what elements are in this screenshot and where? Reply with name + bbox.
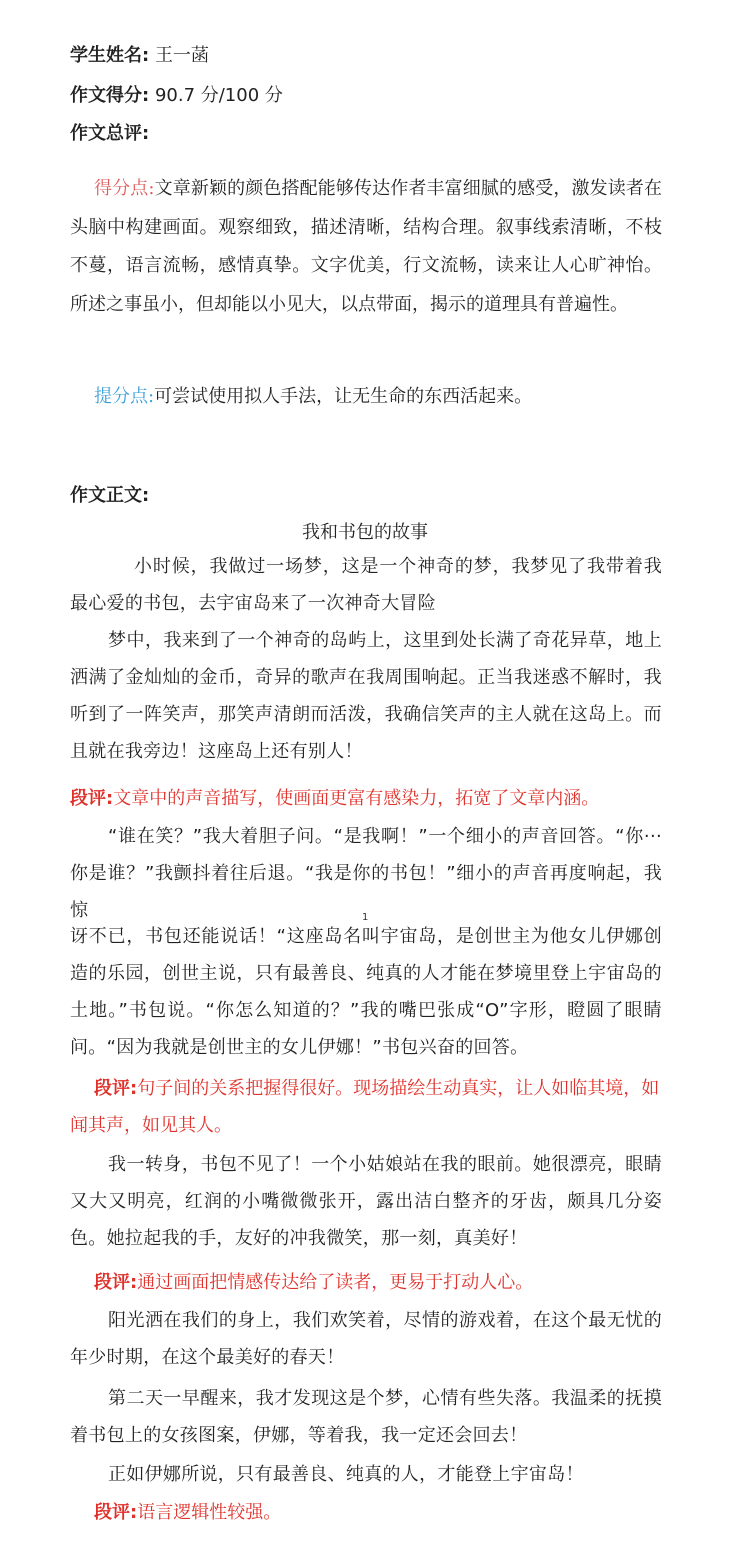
comment-text: 通过画面把情感传达给了读者，更易于打动人心。: [137, 1272, 534, 1293]
comment-label: 段评:: [94, 1078, 138, 1099]
essay-paragraph: 正如伊娜所说，只有最善良、纯真的人，才能登上宇宙岛！: [108, 1464, 584, 1485]
essay-title: 我和书包的故事: [302, 522, 428, 543]
paragraph-comment: [70, 780, 670, 817]
comment-label: 段评:: [94, 1502, 138, 1523]
comment-text: 句子间的关系把握得很好。现场描绘生动真实，让人如临其境，如闻其声，如见其人。: [70, 1078, 660, 1136]
comment-label: 段评:: [94, 1272, 138, 1293]
review-good-tag: 得分点:: [94, 178, 155, 199]
essay-paragraph: 阳光洒在我们的身上，我们欢笑着，尽情的游戏着，在这个最无忧的年少时期，在这个最美好的春天！: [70, 1310, 662, 1368]
comment-text: 语言逻辑性较强。: [137, 1502, 282, 1523]
score-value: 90.7 分/100 分: [154, 85, 283, 106]
essay-paragraph: “谁在笑？”我大着胆子问。“是我啊！”一个细小的声音回答。“你···你是谁？”我颤抖着往后退。“我是你的书包！”细小的声音再度响起，我惊: [70, 826, 662, 921]
essay-paragraph: 小时候，我做过一场梦，这是一个神奇的梦，我梦见了我带着我最心爱的书包，去宇宙岛来了一次神奇大冒险: [70, 556, 662, 614]
page-number: 1: [362, 912, 369, 923]
review-good-text: 文章新颖的颜色搭配能够传达作者丰富细腻的感受，激发读者在头脑中构建画面。观察细致，描述清晰，结构合理。叙事线索清晰，不枝不蔓，语言流畅，感情真挚。文字优美，行文流畅，读来让人心旷神怡。所述之事虽小，但却能以小见大，以点带面，揭示的道理具有普遍性。: [70, 178, 662, 315]
paragraph-comment: [70, 1070, 662, 1144]
student-name-label: 学生姓名:: [70, 45, 150, 66]
essay-paragraph: 讶不已，书包还能说话！“这座岛名叫宇宙岛，是创世主为他女儿伊娜创造的乐园，创世主说，只有最善良、纯真的人才能在梦境里登上宇宙岛的土地。”书包说。“你怎么知道的？”我的嘴巴张成“O”字形，瞪圆了眼睛问。“因为我就是创世主的女儿伊娜！”书包兴奋的回答。: [70, 926, 662, 1058]
overall-label: 作文总评:: [70, 123, 150, 144]
student-name-line: [70, 44, 209, 68]
essay-paragraph: 我一转身，书包不见了！一个小姑娘站在我的眼前。她很漂亮，眼睛又大又明亮，红润的小嘴微微张开，露出洁白整齐的牙齿，颇具几分姿色。她拉起我的手，友好的冲我微笑，那一刻，真美好！: [70, 1154, 662, 1249]
review-improve-tag: 提分点:: [94, 386, 155, 407]
essay-paragraph: 梦中，我来到了一个神奇的岛屿上，这里到处长满了奇花异草，地上洒满了金灿灿的金币，奇异的歌声在我周围响起。正当我迷惑不解时，我听到了一阵笑声，那笑声清朗而活泼，我确信笑声的主人就在这岛上。而且就在我旁边！这座岛上还有别人！: [70, 630, 662, 762]
student-name-value: 王一菡: [154, 45, 209, 66]
score-line: [70, 84, 283, 108]
score-label: 作文得分:: [70, 85, 150, 106]
paragraph-comment: [70, 1494, 670, 1531]
paragraph-comment: [70, 1264, 670, 1301]
comment-label: 段评:: [70, 788, 114, 809]
review-good: [70, 170, 662, 324]
body-heading: 作文正文:: [70, 485, 150, 506]
comment-text: 文章中的声音描写，使画面更富有感染力，拓宽了文章内涵。: [113, 788, 600, 809]
essay-paragraph: 第二天一早醒来，我才发现这是个梦，心情有些失落。我温柔的抚摸着书包上的女孩图案，伊娜，等着我，我一定还会回去！: [70, 1388, 662, 1446]
review-improve-text: 可尝试使用拟人手法，让无生命的东西活起来。: [154, 386, 533, 407]
review-improve: [70, 378, 662, 417]
overall-line: [70, 122, 149, 146]
